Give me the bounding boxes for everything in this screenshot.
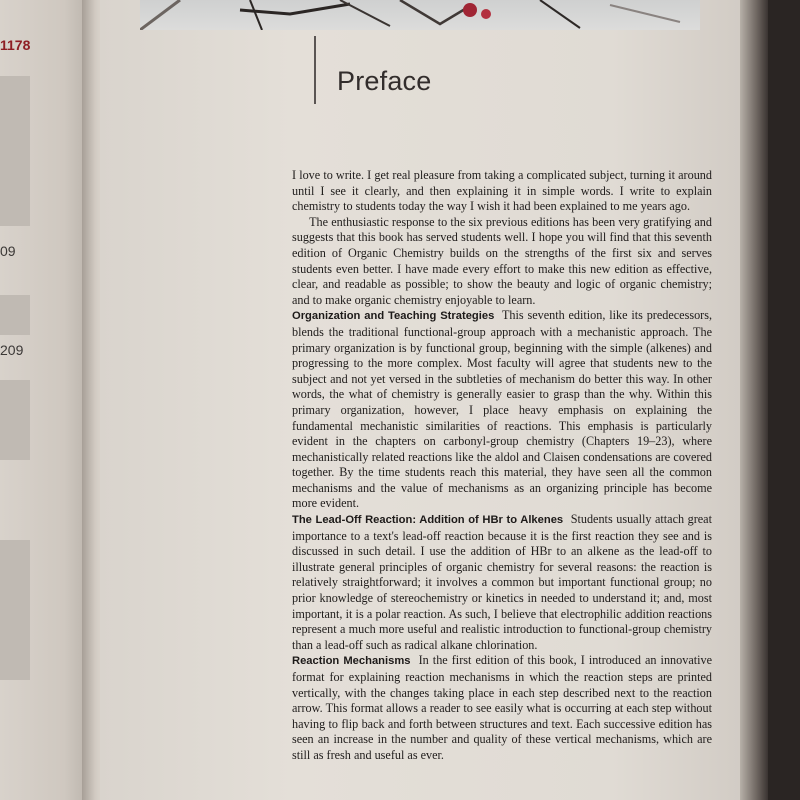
title-rule (314, 36, 316, 104)
section-heading: Organization and Teaching Strategies (292, 310, 495, 323)
branch-illustration (140, 0, 700, 30)
left-page-block (0, 380, 30, 460)
section-body: This seventh edition, like its predecessors, blends the traditional functional-group approach with a mechanistic approach. The primary organization is by functional group, beginning with the simple (alkenes) and progressing to the more complex. Most faculty will agree that students new to the subject and not yet versed in the subtleties of mechanism do better this way. In other words, the what of chemistry is generally easier to grasp than the why. Within this primary organization, however, I place heavy emphasis on explaining the fundamental mechanistic similarities of reactions. This emphasis is particularly evident in the chapters on carbonyl-group chemistry (Chapters 19–23), where mechanistically related reactions like the aldol and Claisen condensations are covered together. By the time students reach this material, they have seen all the common mechanisms and the value of mechanisms as an organizing principle has become more evident. (292, 308, 713, 511)
section-lead-off-reaction (292, 512, 712, 653)
left-page-number: 209 (0, 342, 24, 358)
page-title: Preface (337, 66, 432, 96)
left-page-block (0, 76, 30, 226)
section-heading: The Lead-Off Reaction: Addition of HBr to Alkenes (292, 514, 564, 527)
left-page-block (0, 295, 30, 335)
left-page-number: 1178 (0, 37, 31, 53)
intro-paragraph: I love to write. I get real pleasure from taking a complicated subject, turning it around until I see it clearly, and then explaining it in simple words. I write to explain chemistry to students today the way I wish it had been explained to me years ago. (292, 168, 712, 214)
intro-paragraph: The enthusiastic response to the six previous editions has been very gratifying and suggests that this book has served students well. I hope you will find that this seventh edition of Organic Chemistry builds on the strengths of the first six and serves students even better. I have made every effort to make this new edition as effective, clear, and readable as possible; to show the beauty and logic of organic chemistry; and to make organic chemistry enjoyable to learn. (292, 214, 712, 307)
page-edge (740, 0, 768, 800)
left-page-number: 09 (0, 243, 16, 259)
preface-body (292, 168, 712, 764)
section-organization (292, 308, 712, 512)
left-page-block (0, 540, 30, 680)
section-reaction-mechanisms (292, 653, 712, 763)
section-heading: Reaction Mechanisms (292, 655, 411, 668)
section-body: Students usually attach great importance to a text's lead-off reaction because it is the first reaction they see and is discussed in such detail. I use the addition of HBr to an alkene as the lead-off to illustrate general principles of organic chemistry for several reasons: the reaction is relatively straightforward; it involves a common but important functional group; no prior knowledge of stereochemistry or kinetics in needed to understand it; and, most important, it is a polar reaction. As such, I believe that electrophilic addition reactions represent a much more useful and realistic introduction to functional-group chemistry than a lead-off such as radical alkane chlorination. (292, 512, 712, 652)
left-page (0, 0, 92, 800)
section-body: In the first edition of this book, I introduced an innovative format for explaining reaction mechanisms in which the reaction steps are printed vertically, with the changes taking place in each step described next to the reaction arrow. This format allows a reader to see easily what is occurring at each step without having to flip back and forth between structures and text. Each successive edition has seen an increase in the number and quality of these vertical mechanisms, which are still as fresh and useful as ever. (292, 653, 712, 762)
header-photo (140, 0, 700, 30)
